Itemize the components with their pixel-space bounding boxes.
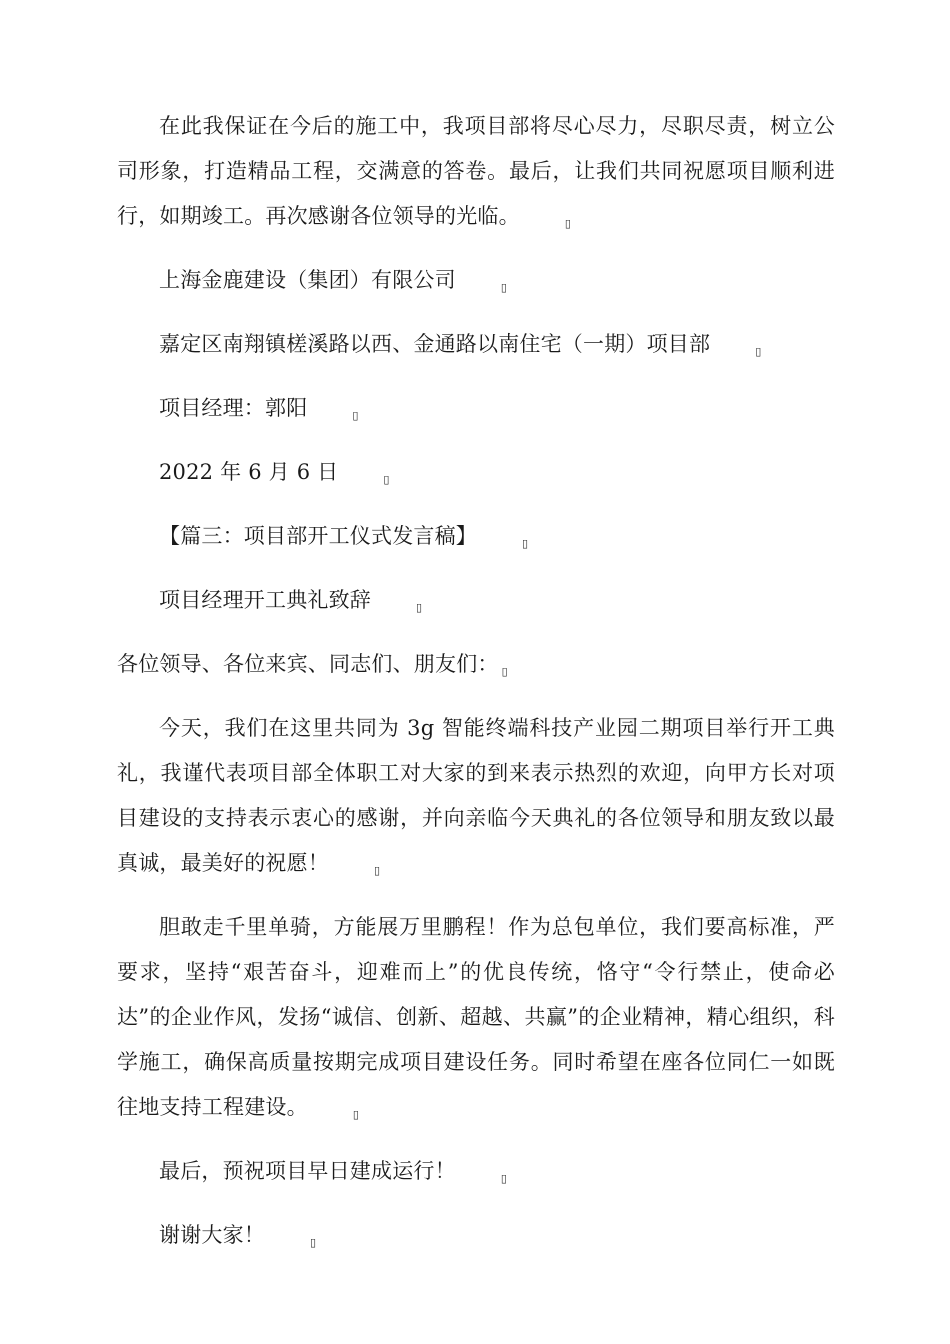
- paragraph-mark-icon: ▯: [352, 409, 359, 422]
- paragraph-mark-icon: ▯: [310, 1236, 317, 1249]
- document-body: [117, 104, 835, 1277]
- paragraph-wish: [117, 1149, 835, 1194]
- section-heading: [117, 514, 835, 559]
- paragraph-mark-icon: ▯: [500, 1172, 508, 1185]
- paragraph-welcome: [117, 706, 835, 886]
- paragraph-mark-icon: ▯: [383, 473, 390, 486]
- section-heading-text: 【篇三：项目部开工仪式发言稿】: [159, 524, 477, 548]
- paragraph-mark-icon: ▯: [500, 281, 508, 294]
- paragraph-mark-icon: ▯: [416, 601, 423, 614]
- paragraph-date: [117, 450, 835, 495]
- paragraph-project-department: [117, 322, 835, 367]
- paragraph-text: 上海金鹿建设（集团）有限公司: [159, 268, 456, 292]
- paragraph-salutation: [117, 642, 835, 687]
- paragraph-text: 项目经理：郭阳: [159, 396, 308, 420]
- paragraph-mark-icon: ▯: [564, 217, 572, 230]
- speech-title: [117, 578, 835, 623]
- paragraph-commitment: [117, 905, 835, 1130]
- paragraph-project-manager: [117, 386, 835, 431]
- paragraph-text: 各位领导、各位来宾、同志们、朋友们：: [117, 652, 499, 676]
- paragraph-closing-pledge: [117, 104, 835, 239]
- paragraph-text: 2022 年 6 月 6 日: [159, 460, 339, 484]
- paragraph-text: 今天，我们在这里共同为 3g 智能终端科技产业园二期项目举行开工典礼，我谨代表项目部全体职工对大家的到来表示热烈的欢迎，向甲方长对项目建设的支持表示衷心的感谢，并向亲临今天典礼的各位领导和朋友致以最真诚，最美好的祝愿！: [117, 716, 835, 875]
- paragraph-mark-icon: ▯: [352, 1108, 360, 1121]
- paragraph-mark-icon: ▯: [501, 665, 508, 678]
- paragraph-mark-icon: ▯: [374, 864, 381, 877]
- paragraph-mark-icon: ▯: [522, 537, 529, 550]
- paragraph-company-name: [117, 258, 835, 303]
- paragraph-mark-icon: ▯: [755, 345, 762, 358]
- paragraph-text: 胆敢走千里单骑，方能展万里鹏程！作为总包单位，我们要高标准，严要求，坚持“艰苦奋斗，迎难而上”的优良传统，恪守“令行禁止，使命必达”的企业作风，发扬“诚信、创新、超越、共赢”的企业精神，精心组织，科学施工，确保高质量按期完成项目建设任务。同时希望在座各位同仁一如既往地支持工程建设。: [117, 915, 835, 1119]
- paragraph-text: 谢谢大家！: [159, 1223, 265, 1247]
- paragraph-text: 最后，预祝项目早日建成运行！: [159, 1159, 456, 1183]
- paragraph-text: 嘉定区南翔镇槎溪路以西、金通路以南住宅（一期）项目部: [159, 332, 711, 356]
- paragraph-thanks: [117, 1213, 835, 1258]
- paragraph-text: 在此我保证在今后的施工中，我项目部将尽心尽力，尽职尽责，树立公司形象，打造精品工程，交满意的答卷。最后，让我们共同祝愿项目顺利进行，如期竣工。再次感谢各位领导的光临。: [117, 114, 835, 228]
- speech-title-text: 项目经理开工典礼致辞: [159, 588, 371, 612]
